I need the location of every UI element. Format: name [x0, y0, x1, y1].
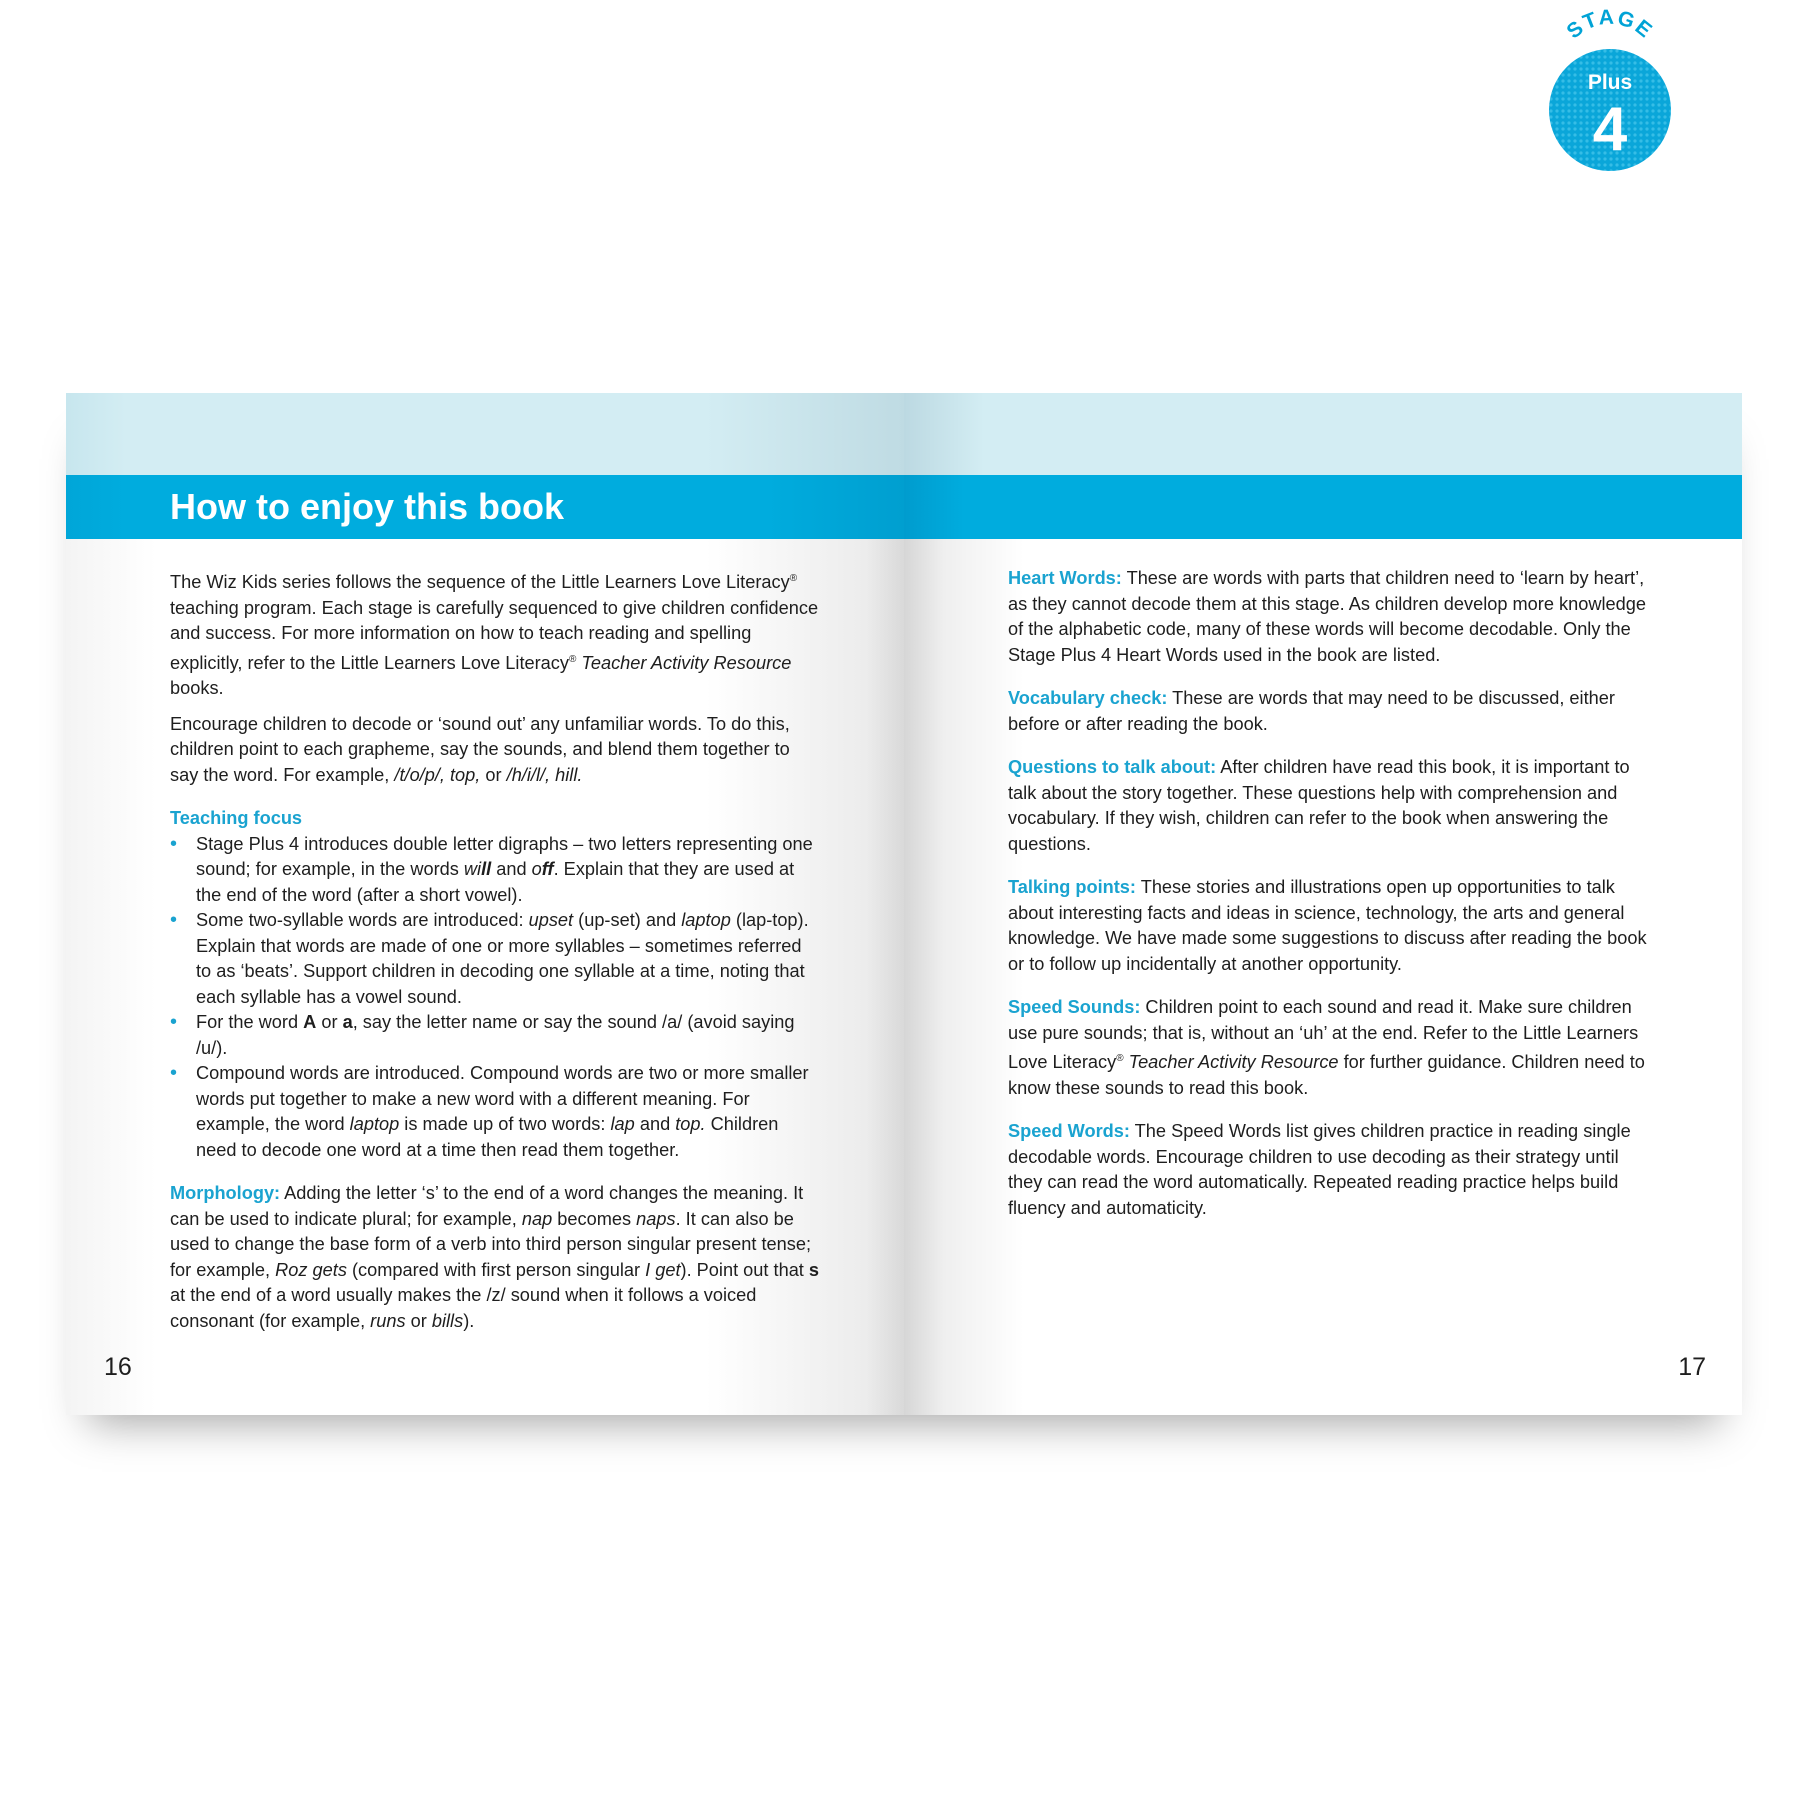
questions-term: Questions to talk about:	[1008, 757, 1217, 777]
intro-paragraph-1: The Wiz Kids series follows the sequence of the Little Learners Love Literacy® teaching program. Each stage is carefully sequenced to give children confidence and success. For more information on how to teach reading and spelling explicitly, refer to the Little Learners Love Literacy® Teacher Activity Resource books.	[170, 572, 819, 699]
vocabulary-paragraph: Vocabulary check: These are words that may need to be discussed, either before or after reading the book.	[1008, 688, 1615, 734]
left-body-text	[170, 566, 820, 1344]
vocabulary-term: Vocabulary check:	[1008, 688, 1168, 708]
heart-words-term: Heart Words:	[1008, 568, 1122, 588]
teaching-focus-heading: Teaching focus	[170, 808, 303, 829]
list-item: • Stage Plus 4 introduces double letter digraphs – two letters representing one sound; for example, in the words will and off. Explain that they are used at the end of the word (after a short vowel).	[170, 832, 820, 909]
morphology-term: Morphology:	[170, 1183, 281, 1204]
questions-paragraph: Questions to talk about: After children have read this book, it is important to talk about the story together. These questions help with comprehension and vocabulary. If they wish, children can refer to the book when answering the questions.	[1008, 757, 1630, 854]
left-page	[66, 393, 904, 1415]
header-light-band	[904, 393, 1742, 475]
intro-paragraph-2: Encourage children to decode or ‘sound out’ any unfamiliar words. To do this, children point to each grapheme, say the sounds, and blend them together to say the word. For example, /t/o/p/, top, or /h/i/l/, hill.	[170, 713, 790, 785]
header-light-band	[66, 393, 904, 475]
book-spread	[66, 393, 1742, 1415]
list-item: • Some two-syllable words are introduced: upset (up-set) and laptop (lap-top). Explain that words are made of one or more syllables – sometimes referred to as ‘beats’. Support children in decoding one syllable at a time, noting that each syllable has a vowel sound.	[170, 908, 820, 1010]
speed-sounds-term: Speed Sounds:	[1008, 997, 1141, 1017]
speed-words-paragraph: Speed Words: The Speed Words list gives children practice in reading single decodable words. Encourage children to use decoding as their strategy until they can read the word automatically. Repeated reading practice helps build fluency and automaticity.	[1008, 1121, 1631, 1218]
page-number-right: 17	[1678, 1353, 1706, 1381]
talking-points-term: Talking points:	[1008, 877, 1136, 897]
list-item: • Compound words are introduced. Compound words are two or more smaller words put together to make a new word with a different meaning. For example, the word laptop is made up of two words: lap and top. Children need to decode one word at a time then read them together.	[170, 1061, 820, 1163]
page-number-left: 16	[104, 1353, 132, 1381]
badge-stage-label: STAGE	[1562, 5, 1658, 44]
heart-words-paragraph: Heart Words: These are words with parts that children need to ‘learn by heart’, as they cannot decode them at this stage. As children develop more knowledge of the alphabetic code, many of these words will become decodable. Only the Stage Plus 4 Heart Words used in the book are listed.	[1008, 568, 1646, 665]
stage-badge	[1530, 0, 1690, 180]
speed-words-term: Speed Words:	[1008, 1121, 1130, 1142]
list-item: • For the word A or a, say the letter name or say the sound /a/ (avoid saying /u/).	[170, 1010, 820, 1061]
right-body-text	[1008, 566, 1658, 1239]
right-page	[904, 393, 1742, 1415]
badge-number: 4	[1592, 95, 1628, 164]
stage-badge-graphic	[1530, 0, 1690, 180]
talking-points-paragraph: Talking points: These stories and illustrations open up opportunities to talk about interesting facts and ideas in science, technology, the arts and general knowledge. We have made some suggestions to discuss after reading the book or to follow up incidentally at another opportunity.	[1008, 877, 1647, 974]
header-blue-band	[904, 475, 1742, 539]
badge-plus-label: Plus	[1587, 71, 1633, 94]
teaching-focus-list	[170, 832, 820, 1164]
page-title: How to enjoy this book	[170, 486, 564, 527]
speed-sounds-paragraph: Speed Sounds: Children point to each sound and read it. Make sure children use pure sounds; that is, without an ‘uh’ at the end. Refer to the Little Learners Love Literacy® Teacher Activity Resource for further guidance. Children need to know these sounds to read this book.	[1008, 997, 1645, 1098]
morphology-paragraph: Morphology: Adding the letter ‘s’ to the end of a word changes the meaning. It can be used to indicate plural; for example, nap becomes naps. It can also be used to change the base form of a verb into third person singular present tense; for example, Roz gets (compared with first person singular I get). Point out that s at the end of a word usually makes the /z/ sound when it follows a voiced consonant (for example, runs or bills).	[170, 1183, 820, 1331]
